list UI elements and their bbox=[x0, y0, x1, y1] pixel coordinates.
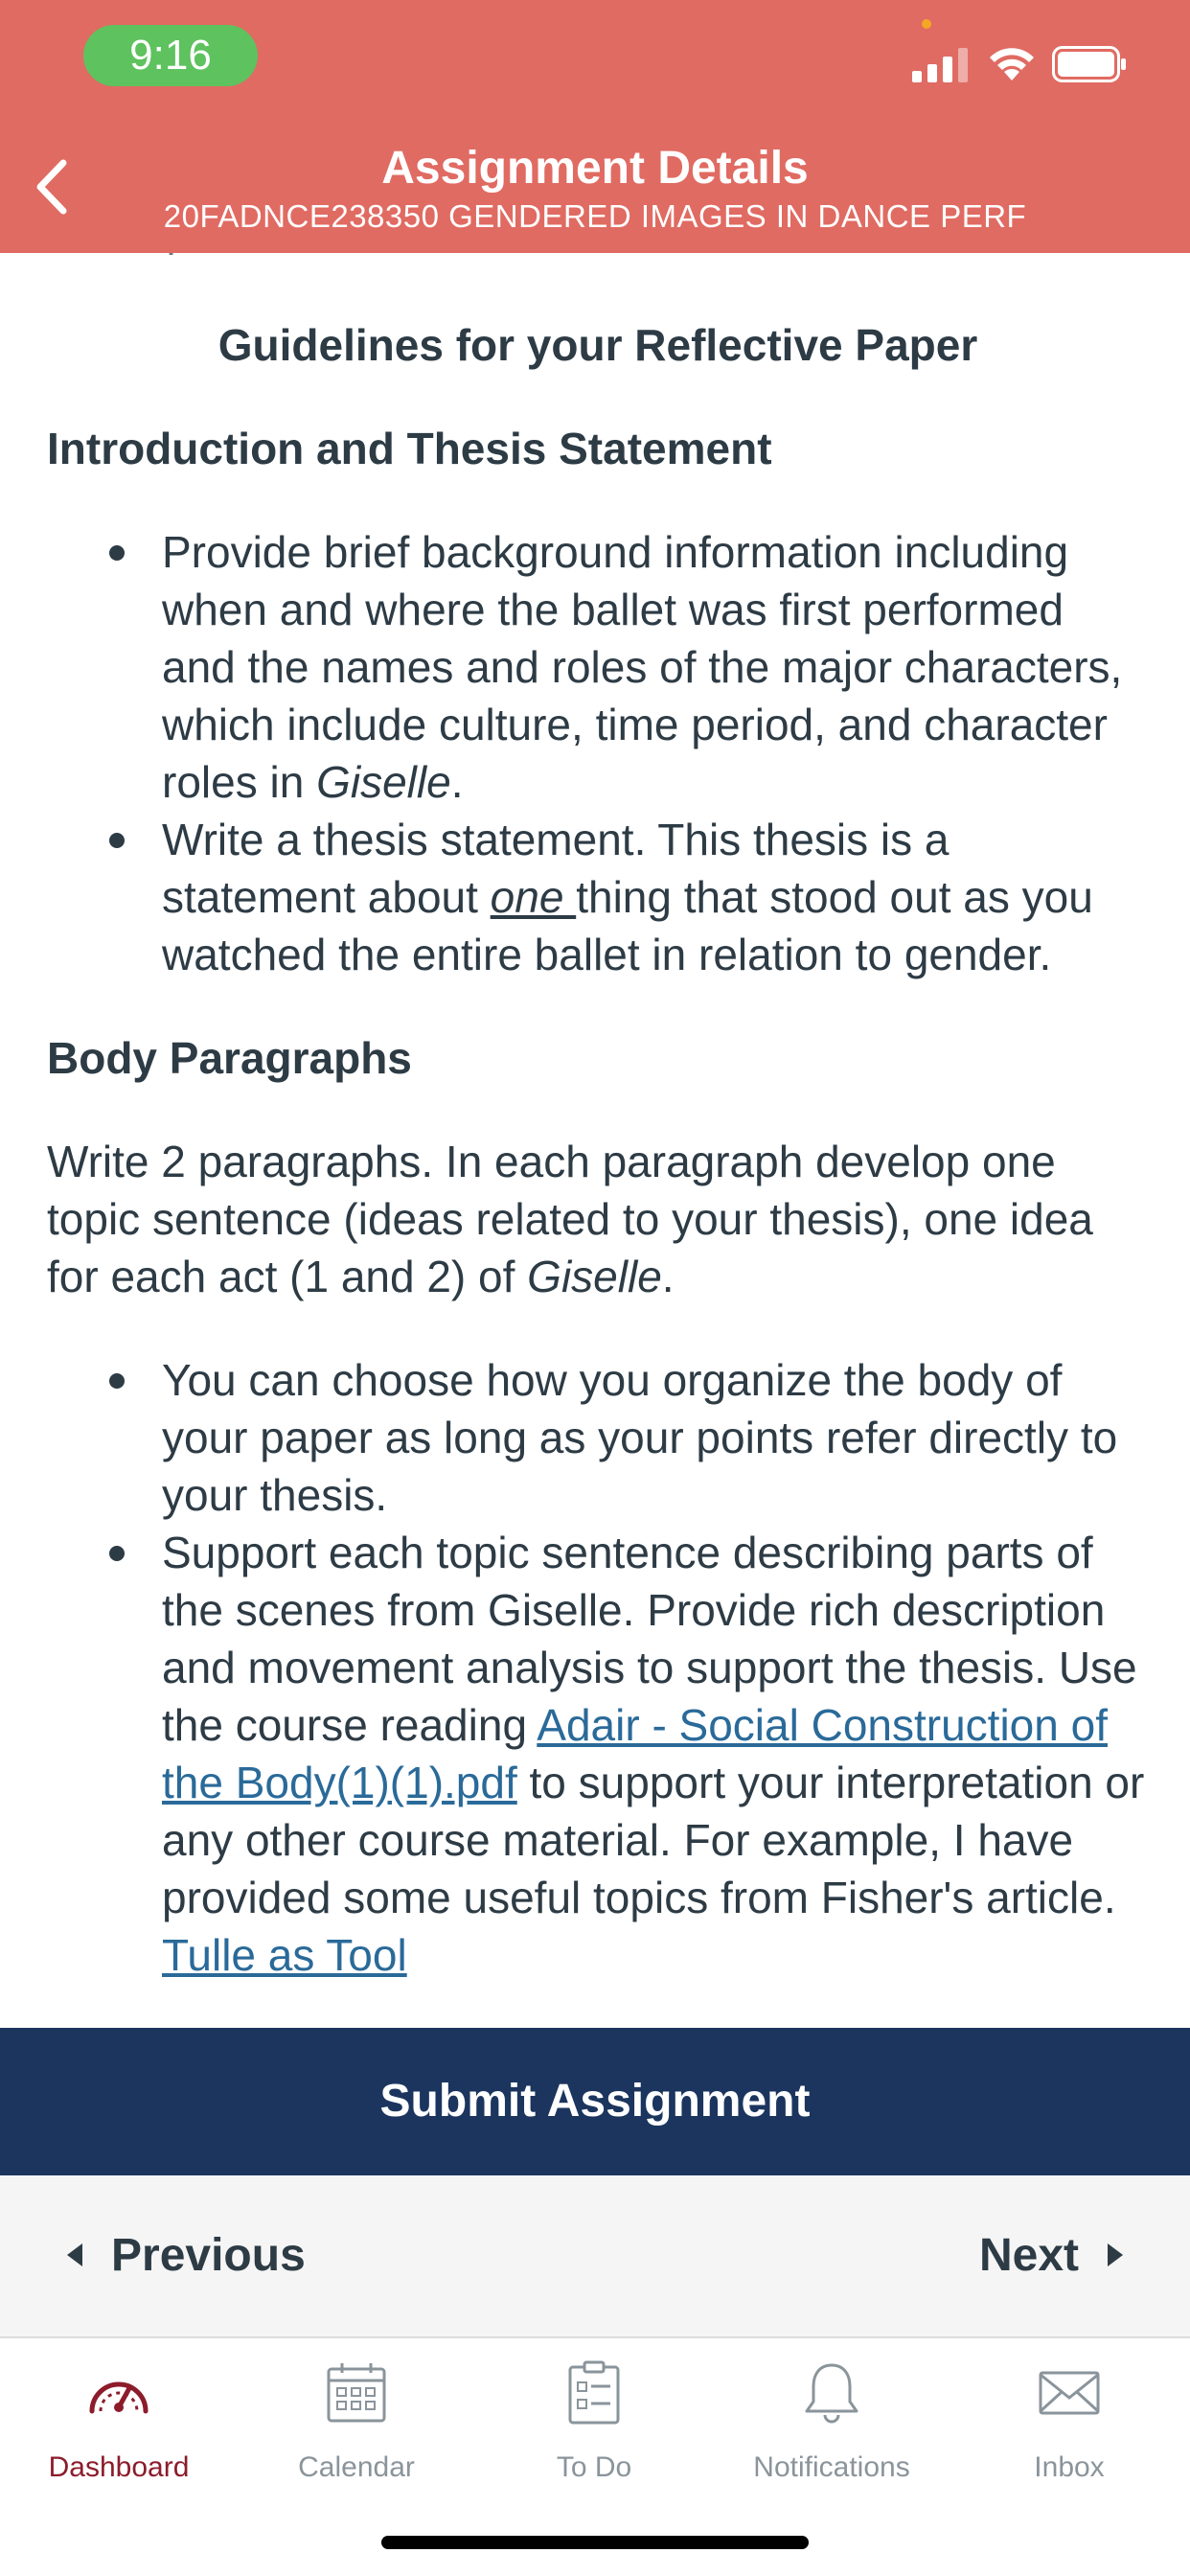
dashboard-icon bbox=[85, 2359, 152, 2426]
submit-assignment-button[interactable]: Submit Assignment bbox=[0, 2028, 1190, 2175]
caret-left-icon bbox=[67, 2243, 82, 2266]
bullet-dot bbox=[109, 833, 125, 848]
body-list bbox=[47, 1351, 1149, 1984]
adair-reading-link[interactable]: Adair - Social Construction of the Body(1)(1).pdf bbox=[162, 1700, 1108, 1807]
list-item-text: Support each topic sentence describing parts of the scenes from Giselle. Provide rich description and movement analysis to support the thesis. Use the course reading bbox=[162, 1528, 1137, 1750]
next-button[interactable] bbox=[979, 2175, 1123, 2336]
guidelines-title: Guidelines for your Reflective Paper bbox=[217, 320, 978, 370]
tab-notifications[interactable] bbox=[713, 2338, 950, 2530]
caret-right-icon bbox=[1108, 2243, 1123, 2266]
tab-calendar[interactable] bbox=[238, 2338, 475, 2530]
italic-title: Giselle bbox=[527, 1252, 662, 1301]
body-heading: Body Paragraphs bbox=[47, 1033, 412, 1083]
list-item bbox=[162, 523, 1149, 811]
list-item bbox=[162, 811, 1149, 983]
envelope-icon bbox=[1036, 2359, 1103, 2426]
previous-button[interactable] bbox=[67, 2175, 306, 2336]
italic-title: Giselle bbox=[316, 757, 451, 807]
previous-label: Previous bbox=[111, 2230, 306, 2281]
list-item-text: thing that stood out as you watched the entire ballet in relation to gender. bbox=[162, 872, 1093, 979]
next-label: Next bbox=[978, 2230, 1079, 2281]
tab-todo[interactable] bbox=[475, 2338, 713, 2530]
app-header bbox=[0, 0, 1190, 253]
tulle-as-tool-link[interactable]: Tulle as Tool bbox=[162, 1930, 407, 1980]
cellular-signal-icon bbox=[912, 48, 970, 82]
bullet-dot bbox=[109, 545, 125, 561]
bullet-dot bbox=[109, 1373, 125, 1389]
tab-label: Inbox bbox=[1034, 2451, 1105, 2483]
tab-label: Dashboard bbox=[48, 2451, 190, 2483]
battery-icon bbox=[1052, 46, 1127, 82]
tab-label: To Do bbox=[556, 2451, 632, 2483]
status-time: 9:16 bbox=[83, 25, 258, 86]
list-item bbox=[162, 1351, 1149, 1524]
list-item-text: You can choose how you organize the body of your paper as long as your points refer directly to your thesis. bbox=[162, 1355, 1118, 1520]
home-indicator bbox=[381, 2536, 809, 2549]
paragraph-text: . bbox=[661, 1252, 675, 1301]
wifi-icon bbox=[987, 42, 1037, 82]
list-item-text: to support your interpretation or any other course material. For example, I have provided some useful topics from Fisher's article. bbox=[162, 1758, 1145, 1922]
emphasis-text: one bbox=[490, 872, 577, 922]
pagination-bar bbox=[0, 2175, 1190, 2338]
list-item bbox=[162, 1524, 1149, 1984]
list-item-text: Write a thesis statement. This thesis is a statement about bbox=[162, 815, 950, 922]
calendar-icon bbox=[323, 2359, 390, 2426]
bullet-dot bbox=[109, 1546, 125, 1561]
tab-label: Notifications bbox=[753, 2451, 910, 2483]
paragraph-text: Write 2 paragraphs. In each paragraph develop one topic sentence (ideas related to your thesis), one idea for each act (1 and 2) of bbox=[47, 1137, 1093, 1301]
privacy-indicator bbox=[922, 19, 931, 29]
page-title: Assignment Details bbox=[381, 143, 809, 194]
course-subtitle: 20FADNCE238350 GENDERED IMAGES IN DANCE PERF bbox=[163, 198, 1027, 234]
tab-label: Calendar bbox=[298, 2451, 415, 2483]
body-paragraph bbox=[47, 1133, 1149, 1305]
intro-heading: Introduction and Thesis Statement bbox=[47, 424, 772, 473]
todo-icon bbox=[561, 2359, 628, 2426]
tab-inbox[interactable] bbox=[950, 2338, 1188, 2530]
bell-icon bbox=[798, 2359, 865, 2426]
list-item-text: Provide brief background information including when and where the ballet was first performed and the names and roles of the major characters, which include culture, time period, and character roles in bbox=[162, 527, 1123, 807]
list-item-text: . bbox=[450, 757, 464, 807]
assignment-description[interactable] bbox=[0, 253, 1190, 2028]
intro-list bbox=[47, 523, 1149, 983]
tab-dashboard[interactable] bbox=[0, 2338, 238, 2530]
